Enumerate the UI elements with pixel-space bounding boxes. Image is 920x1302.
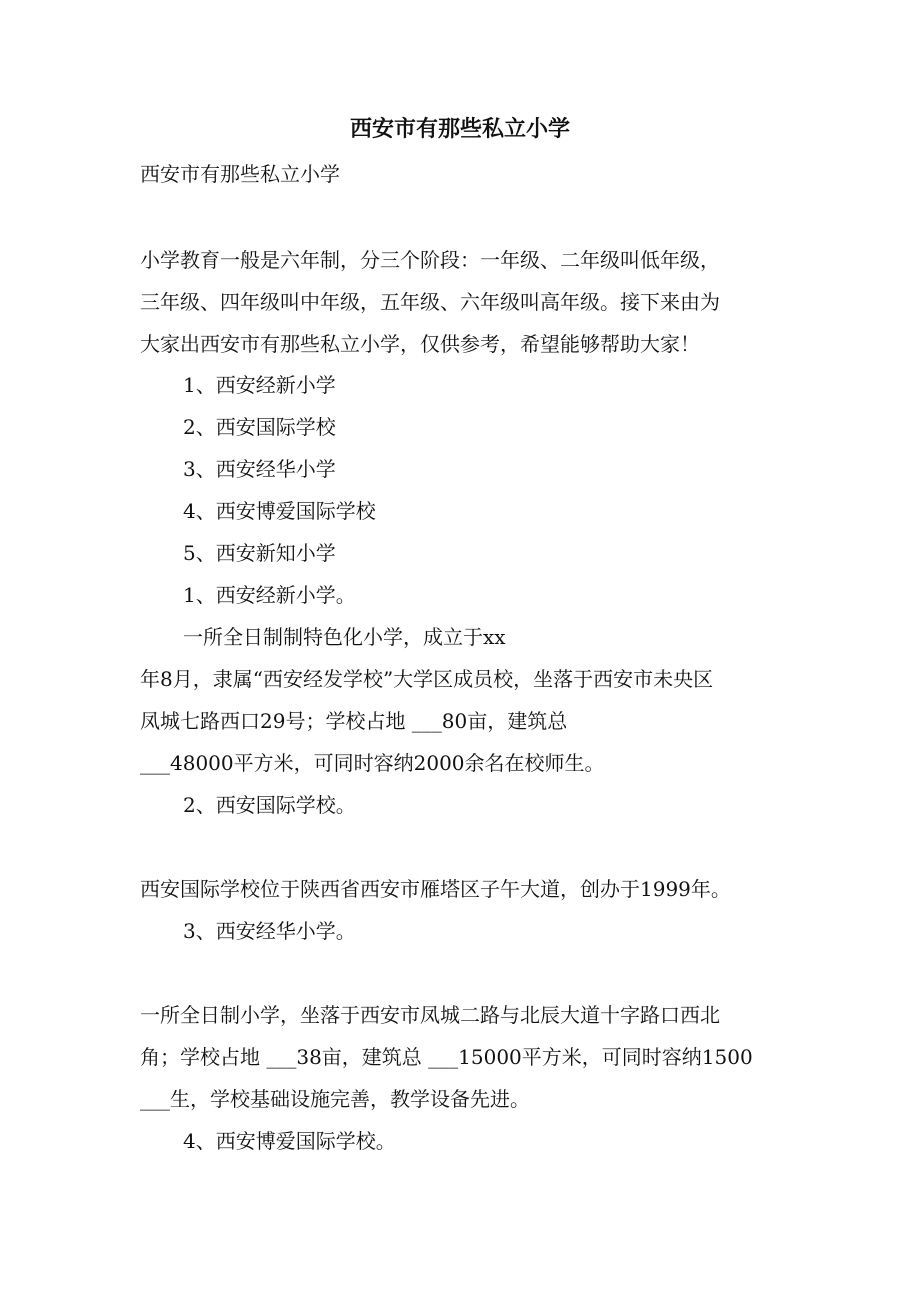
intro-line: 三年级、四年级叫中年级，五年级、六年级叫高年级。接下来由为	[140, 290, 720, 314]
section-line: 一所全日制小学，坐落于西安市凤城二路与北辰大道十字路口西北	[140, 1003, 720, 1027]
section-heading: 4、西安博爱国际学校。	[183, 1129, 396, 1153]
list-item: 4、西安博爱国际学校	[183, 499, 376, 523]
intro-line: 大家出西安市有那些私立小学，仅供参考，希望能够帮助大家！	[140, 332, 700, 356]
section-line: ___48000平方米，可同时容纳2000余名在校师生。	[140, 751, 605, 775]
list-item: 2、西安国际学校	[183, 415, 336, 439]
section-line: 凤城七路西口29号；学校占地 ___80亩，建筑总	[140, 709, 568, 733]
list-item: 5、西安新知小学	[183, 541, 336, 565]
section-line: 西安国际学校位于陕西省西安市雁塔区子午大道，创办于1999年。	[140, 877, 731, 901]
list-item: 3、西安经华小学	[183, 457, 336, 481]
intro-line: 小学教育一般是六年制，分三个阶段：一年级、二年级叫低年级，	[140, 248, 720, 272]
document-title: 西安市有那些私立小学	[349, 116, 570, 142]
document-subtitle: 西安市有那些私立小学	[140, 162, 340, 186]
section-heading: 3、西安经华小学。	[183, 919, 356, 943]
list-item: 1、西安经新小学	[183, 373, 336, 397]
section-line: 角；学校占地 ___38亩，建筑总 ___15000平方米，可同时容纳1500	[140, 1045, 753, 1069]
section-line: ___生，学校基础设施完善，教学设备先进。	[140, 1087, 530, 1111]
section-heading: 2、西安国际学校。	[183, 793, 356, 817]
section-heading: 1、西安经新小学。	[183, 583, 356, 607]
section-line: 一所全日制制特色化小学，成立于xx	[183, 625, 506, 649]
section-line: 年8月，隶属“西安经发学校”大学区成员校，坐落于西安市未央区	[140, 667, 714, 691]
